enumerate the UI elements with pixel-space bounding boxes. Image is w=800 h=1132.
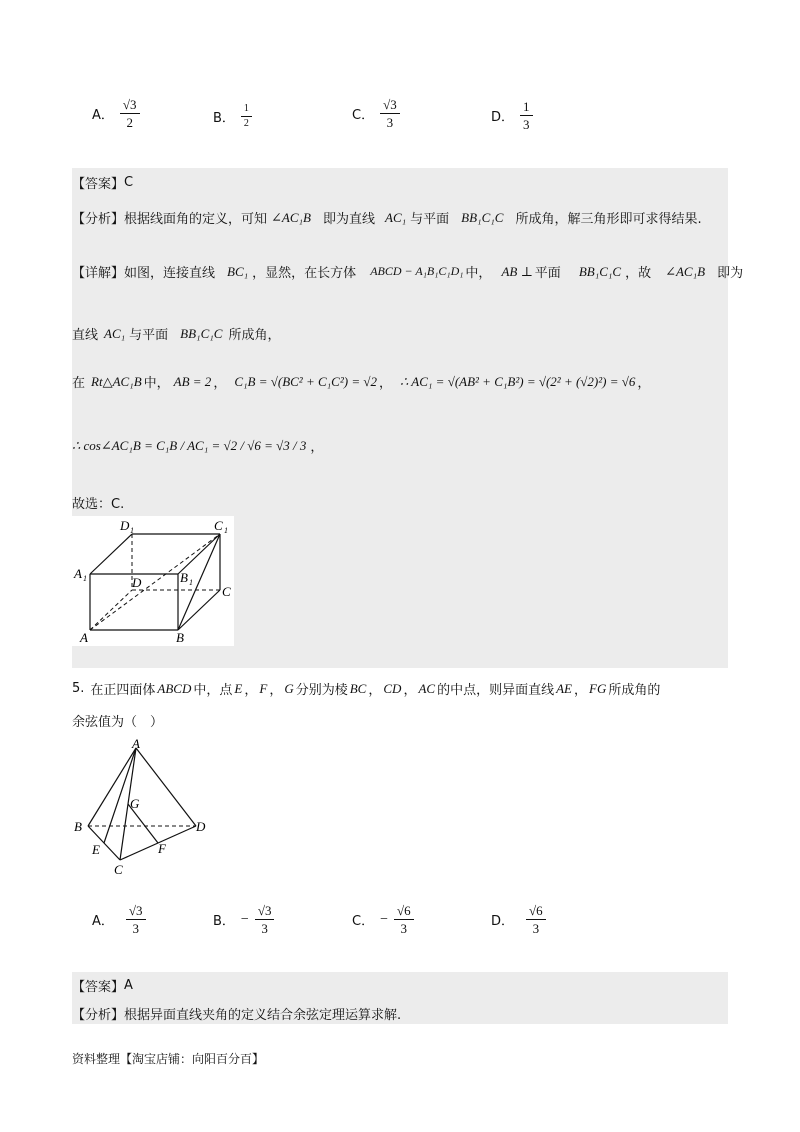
label-d: D — [196, 819, 206, 834]
q4-detail-text: 在 — [72, 376, 86, 391]
q4-analysis-text: 即为直线 — [323, 212, 376, 227]
label-f: F — [158, 841, 166, 856]
q4-detail-text: 所成角， — [228, 328, 281, 343]
q4-conclusion-text: 故选：C. — [72, 497, 125, 512]
q5-question-line-1 — [72, 679, 660, 698]
label-a: A — [80, 630, 88, 645]
q4-option-d-fraction — [520, 100, 533, 131]
label-c: C — [222, 584, 231, 599]
label-c1-sub: 1 — [224, 526, 228, 535]
q4-analysis-text: 根据线面角的定义，可知 — [124, 212, 268, 227]
q5-option-c-sign: − — [380, 911, 388, 927]
q5-option-c — [352, 904, 414, 935]
q5-answer-tag: 【答案】 — [72, 980, 125, 995]
q4-detail-line-2 — [72, 324, 280, 343]
q5-answer-value: A — [124, 978, 133, 993]
q4-analysis-text: 所成角，解三角形即可求得结果. — [515, 212, 702, 227]
q5-option-b-sign: − — [240, 911, 249, 927]
q5-question-line-2 — [72, 711, 163, 730]
q4-detail-math: Rt△AC₁B — [91, 373, 142, 389]
q4-option-c-fraction — [380, 98, 400, 129]
q5-analysis-text: 根据异面直线夹角的定义结合余弦定理运算求解. — [124, 1008, 402, 1023]
q5-option-d-den: 3 — [532, 921, 540, 936]
q4-option-a-den: 2 — [126, 115, 133, 130]
q4-option-c-label: C． — [352, 108, 375, 123]
label-e: E — [92, 842, 100, 857]
q4-detail-math: ∠AC₁B — [665, 263, 706, 279]
q4-detail-text: ， — [310, 440, 324, 455]
q5-text: ， — [403, 683, 417, 698]
q4-detail-math: AC₁ — [104, 325, 126, 341]
q5-option-a-label: A． — [92, 914, 114, 929]
q5-option-c-fraction — [394, 904, 414, 935]
q5-option-d-fraction — [526, 904, 546, 935]
edge-a1d1 — [90, 534, 132, 574]
label-d: D — [132, 575, 142, 590]
q4-detail-math: ABCD − A₁B₁C₁D₁ — [370, 264, 464, 278]
q4-option-d-label: D． — [491, 110, 515, 125]
q4-analysis-math: ∠AC₁B — [271, 209, 311, 225]
q5-text: 分别为棱 — [295, 683, 348, 698]
edge-b1c1 — [178, 534, 220, 574]
q4-answer-value: C — [124, 175, 134, 190]
q5-option-a-den: 3 — [132, 921, 139, 936]
q5-math: AE — [556, 680, 572, 696]
q5-option-d — [491, 904, 546, 935]
page-footer: 资料整理【淘宝店铺：向阳百分百】 — [72, 1052, 265, 1066]
q4-option-d-den: 3 — [523, 117, 530, 132]
q5-text: ， — [368, 683, 382, 698]
q4-detail-line-1 — [72, 262, 743, 281]
q5-math: FG — [589, 680, 607, 696]
q4-detail-line-4 — [72, 436, 323, 455]
q4-detail-text: ，显然，在长方体 — [252, 266, 357, 281]
cuboid-figure — [72, 516, 234, 646]
q4-detail-text: ， — [378, 376, 392, 391]
q4-detail-math: ∴ AC₁ = √(AB² + C₁B²) = √(2² + (√2)²) = √6 — [400, 373, 636, 389]
q4-option-c-num: √3 — [380, 98, 400, 114]
q5-option-b-num: √3 — [255, 904, 275, 920]
q4-option-b-den: 2 — [243, 118, 249, 129]
q4-answer-line — [72, 173, 133, 192]
q4-detail-math: BB₁C₁C — [578, 263, 622, 279]
q4-detail-text: 中， — [465, 266, 492, 281]
edge-ab — [88, 748, 136, 826]
q4-option-b-num: 1 — [241, 104, 252, 117]
q4-option-d — [491, 100, 533, 131]
q5-math: F — [259, 680, 268, 696]
label-a1: A — [74, 566, 82, 581]
q5-text: 所成角的 — [608, 683, 661, 698]
q4-analysis-line — [72, 208, 702, 227]
q5-math: AC — [418, 680, 436, 696]
q5-math: E — [234, 680, 243, 696]
q5-text: 余弦值为（ ） — [72, 715, 164, 730]
q4-option-b-fraction — [241, 104, 252, 129]
segment-ac1-hidden — [90, 534, 220, 630]
q5-option-d-num: √6 — [526, 904, 546, 920]
q4-answer-tag: 【答案】 — [72, 177, 125, 192]
q5-text: ， — [269, 683, 283, 698]
q5-analysis-tag: 【分析】 — [72, 1008, 125, 1023]
q4-detail-text: 直线 — [72, 328, 99, 343]
q4-analysis-math: AC₁ — [385, 209, 407, 225]
cuboid-diagram — [72, 516, 234, 646]
edge-bc — [178, 590, 220, 630]
q5-option-a — [92, 904, 146, 935]
q4-detail-math: BC₁ — [227, 263, 249, 279]
q5-analysis-line — [72, 1004, 401, 1023]
q5-option-c-den: 3 — [400, 921, 408, 936]
label-d1: D — [120, 518, 130, 533]
q5-option-a-fraction — [126, 904, 146, 935]
q4-detail-text: 如图，连接直线 — [124, 266, 216, 281]
q4-detail-text: 与平面 — [129, 328, 169, 343]
q4-option-d-num: 1 — [520, 100, 533, 116]
q4-detail-text: 中， — [143, 376, 170, 391]
q5-option-b-den: 3 — [261, 921, 268, 936]
q5-option-b — [213, 904, 274, 935]
q5-text: 中，点 — [193, 683, 233, 698]
q4-detail-text: ， — [637, 376, 651, 391]
q4-option-a-label: A． — [92, 108, 114, 123]
label-b: B — [74, 819, 82, 834]
q4-detail-math: AB = 2 — [173, 373, 212, 389]
edge-ad — [136, 748, 196, 826]
q4-analysis-tag: 【分析】 — [72, 212, 125, 227]
q4-option-b-label: B． — [213, 111, 235, 126]
label-b1: B — [180, 570, 188, 585]
q5-answer-line — [72, 976, 133, 995]
q5-math: ABCD — [157, 680, 192, 696]
label-c1: C — [214, 518, 223, 533]
tetrahedron-diagram — [72, 736, 222, 878]
q4-option-c-den: 3 — [386, 115, 394, 130]
q4-detail-line-3 — [72, 372, 650, 391]
q5-option-c-num: √6 — [394, 904, 414, 920]
q4-option-b — [213, 104, 252, 129]
q5-option-b-label: B． — [213, 914, 235, 929]
q4-detail-math: BB₁C₁C — [180, 325, 223, 341]
q5-text: 在正四面体 — [90, 683, 156, 698]
label-a1-sub: 1 — [83, 574, 87, 583]
q5-option-d-label: D． — [491, 914, 515, 929]
q5-math: G — [284, 680, 294, 696]
q4-option-a-num: √3 — [120, 98, 140, 114]
q5-text: ， — [573, 683, 587, 698]
q4-option-a — [92, 98, 140, 129]
label-a: A — [132, 736, 140, 751]
q4-option-c — [352, 98, 400, 129]
label-b1-sub: 1 — [189, 578, 193, 587]
q5-math: BC — [349, 680, 367, 696]
q4-detail-text: 平面 — [534, 266, 561, 281]
q5-option-c-label: C． — [352, 914, 375, 929]
edge-ad-hidden — [90, 590, 132, 630]
label-d1-sub: 1 — [130, 526, 134, 535]
q4-option-a-fraction — [120, 98, 140, 129]
q5-math: CD — [383, 680, 402, 696]
q4-detail-text: 即为 — [717, 266, 744, 281]
q4-detail-tag: 【详解】 — [72, 266, 125, 281]
tetrahedron-figure — [72, 736, 222, 878]
q5-text: ， — [244, 683, 258, 698]
q5-number: 5. — [72, 681, 85, 696]
q4-analysis-math: BB₁C₁C — [461, 209, 504, 225]
q4-conclusion — [72, 493, 124, 512]
q5-option-b-fraction — [255, 904, 275, 935]
label-b: B — [176, 630, 184, 645]
q5-option-a-num: √3 — [126, 904, 146, 920]
q4-detail-text: ， — [213, 376, 227, 391]
q4-detail-math: AB ⊥ — [501, 263, 533, 279]
label-c: C — [114, 862, 123, 877]
q5-text: 的中点，则异面直线 — [437, 683, 555, 698]
q4-analysis-text: 与平面 — [410, 212, 450, 227]
label-g: G — [130, 796, 140, 811]
q4-detail-text: ，故 — [625, 266, 652, 281]
q4-detail-math: ∴ cos∠AC₁B = C₁B / AC₁ = √2 / √6 = √3 / 3 — [72, 437, 307, 453]
q4-detail-math: C₁B = √(BC² + C₁C²) = √2 — [234, 373, 377, 389]
